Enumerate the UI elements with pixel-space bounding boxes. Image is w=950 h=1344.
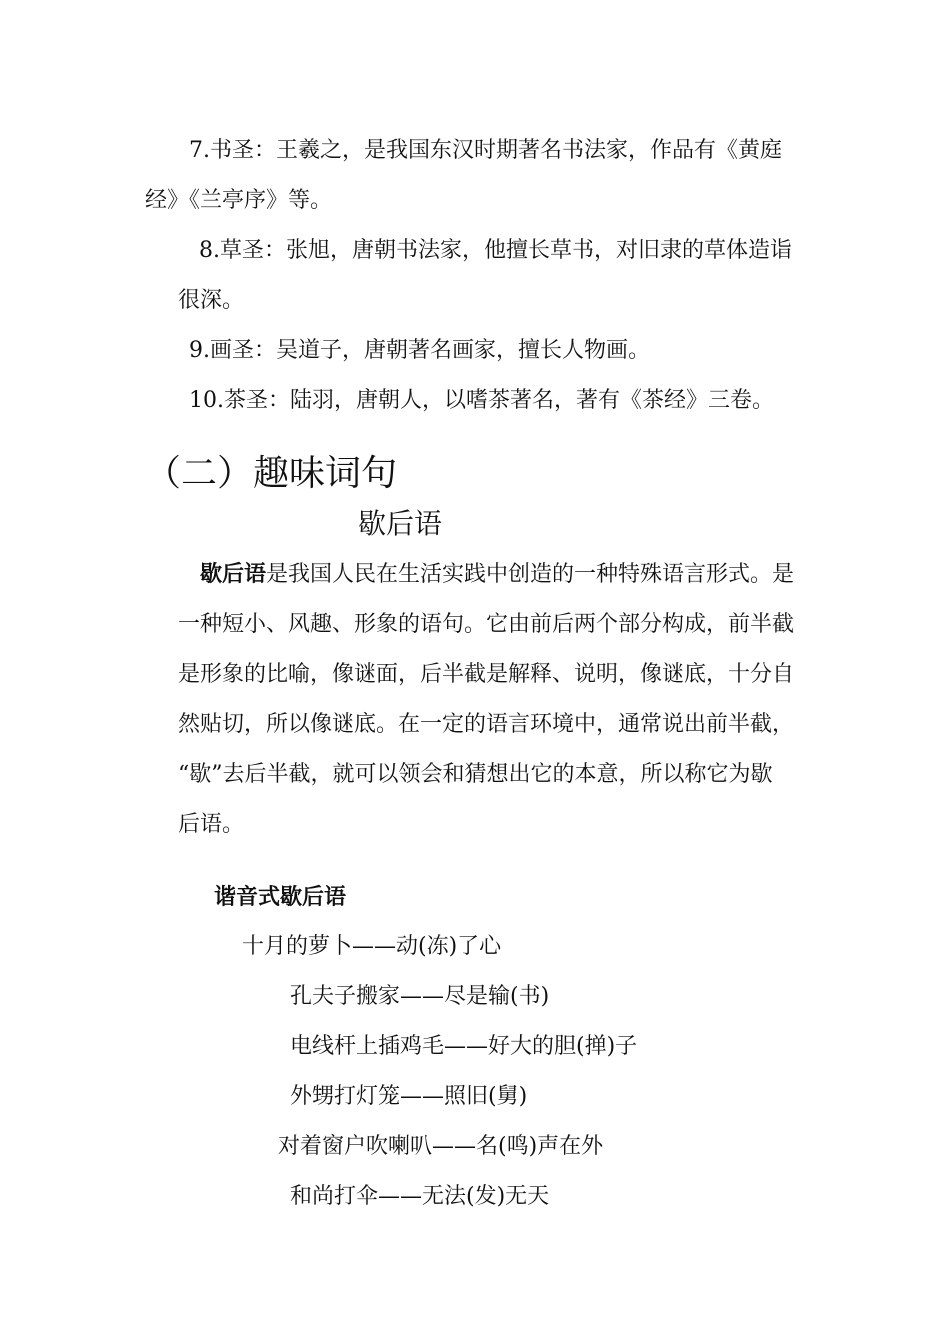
intro-line-3: 是形象的比喻，像谜面，后半截是解释、说明，像谜底，十分自: [178, 662, 795, 687]
sub-title: 歇后语: [358, 507, 443, 540]
intro-line-6: 后语。: [178, 812, 245, 837]
example-item: 外甥打灯笼——照旧(舅): [290, 1084, 528, 1109]
example-item: 十月的萝卜——动(冻)了心: [242, 934, 502, 959]
section-title: （二）趣味词句: [145, 453, 398, 494]
intro-line-2: 一种短小、风趣、形象的语句。它由前后两个部分构成，前半截: [178, 612, 795, 637]
saint-10-line: 10.茶圣：陆羽，唐朝人，以嗜茶著名，著有《茶经》三卷。: [189, 388, 774, 413]
example-item: 对着窗户吹喇叭——名(鸣)声在外: [278, 1134, 604, 1159]
example-item: 孔夫子搬家——尽是输(书): [290, 984, 550, 1009]
homophone-heading: 谐音式歇后语: [214, 885, 347, 910]
intro-line-1: [200, 560, 794, 590]
example-item: 和尚打伞——无法(发)无天: [290, 1184, 550, 1209]
intro-bold-term: 歇后语: [200, 562, 267, 587]
saint-9-line: 9.画圣：吴道子，唐朝著名画家，擅长人物画。: [189, 338, 650, 363]
intro-line-5: “歇”去后半截，就可以领会和猜想出它的本意，所以称它为歇: [178, 762, 773, 787]
saint-7-line-1: 7.书圣：王羲之，是我国东汉时期著名书法家，作品有《黄庭: [189, 138, 782, 163]
intro-line-4: 然贴切，所以像谜底。在一定的语言环境中，通常说出前半截，: [178, 712, 795, 737]
saint-8-line-2: 很深。: [178, 288, 245, 313]
saint-8-line-1: 8.草圣：张旭，唐朝书法家，他擅长草书，对旧隶的草体造诣: [199, 238, 792, 263]
example-item: 电线杆上插鸡毛——好大的胆(掸)子: [290, 1034, 638, 1059]
intro-line-1-rest: 是我国人民在生活实践中创造的一种特殊语言形式。是: [266, 562, 795, 587]
saint-7-line-2: 经》《兰亭序》等。: [145, 188, 333, 213]
